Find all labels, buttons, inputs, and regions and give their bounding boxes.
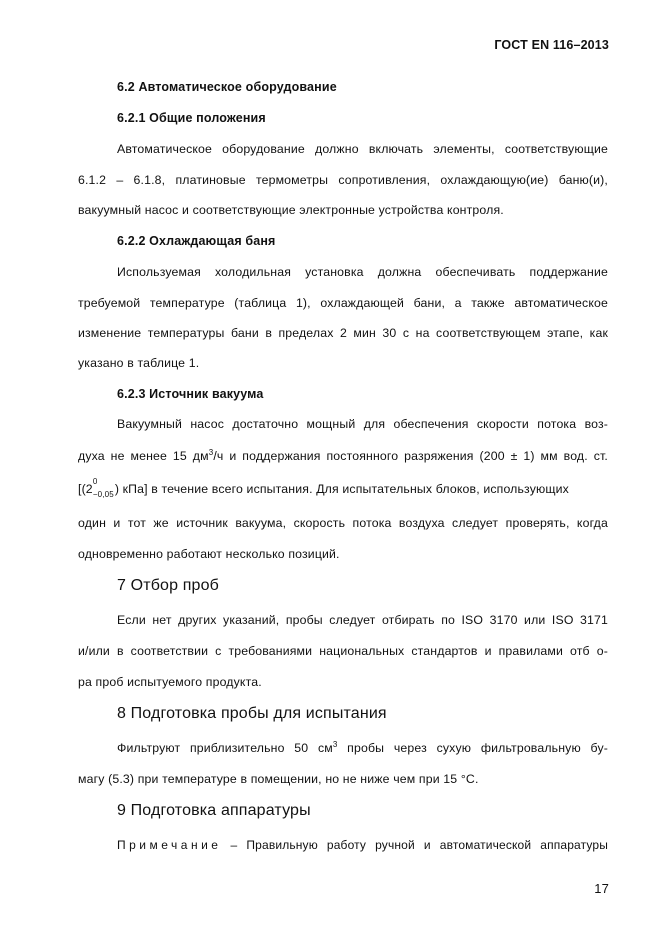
text-run: духа не менее 15 дм — [78, 449, 209, 463]
text-run: [(2 — [78, 482, 93, 496]
paragraph-line: один и тот же источник вакуума, скорость потока воздуха следует проверять, когда — [78, 516, 608, 530]
section-8-title: 8 Подготовка пробы для испытания — [117, 705, 387, 722]
paragraph-line: Если нет других указаний, пробы следует отбирать по ISO 3170 или ISO 3171 — [117, 613, 608, 627]
text-run: ) кПа] в течение всего испытания. Для испытательных блоков, использующих — [114, 482, 569, 496]
note-line — [117, 837, 608, 853]
paragraph-line: вакуумный насос и соответствующие электронные устройства контроля. — [78, 203, 504, 217]
text-run: Фильтруют приблизительно 50 см — [117, 741, 333, 755]
paragraph-line: Автоматическое оборудование должно включать элементы, соответствующие — [117, 142, 608, 156]
paragraph-line: магу (5.3) при температуре в помещении, но не ниже чем при 15 °C. — [78, 772, 479, 786]
paragraph-line: Используемая холодильная установка должна обеспечивать поддержание — [117, 265, 608, 279]
text-run: пробы через сухую фильтровальную бу- — [337, 741, 608, 755]
paragraph-line: Вакуумный насос достаточно мощный для обеспечения скорости потока воз- — [117, 417, 608, 431]
paragraph-line: одновременно работают несколько позиций. — [78, 547, 340, 561]
section-7-title: 7 Отбор проб — [117, 577, 219, 594]
page-number: 17 — [594, 881, 609, 896]
superscript: 3 — [332, 740, 338, 749]
paragraph-line: требуемой температуре (таблица 1), охлаждающей бани, а также автоматическое — [78, 296, 608, 310]
paragraph-line: 6.1.2 – 6.1.8, платиновые термометры сопротивления, охлаждающую(ие) баню(и), — [78, 173, 608, 187]
section-6-2-title: 6.2 Автоматическое оборудование — [117, 80, 337, 94]
tolerance-lower: −0,05 — [92, 490, 114, 499]
paragraph-line: ра проб испытуемого продукта. — [78, 675, 262, 689]
paragraph-line-with-superscript — [117, 740, 608, 756]
note-label: Примечание — [117, 838, 222, 852]
paragraph-line: указано в таблице 1. — [78, 356, 200, 370]
section-6-2-2-title: 6.2.2 Охлаждающая баня — [117, 234, 276, 248]
note-text: – Правильную работу ручной и автоматической аппаратуры — [230, 838, 608, 852]
text-run: /ч и поддержания постоянного разряжения (200 ± 1) мм вод. ст. — [213, 449, 608, 463]
section-6-2-1-title: 6.2.1 Общие положения — [117, 111, 266, 125]
tolerance-fraction — [92, 477, 115, 499]
section-6-2-3-title: 6.2.3 Источник вакуума — [117, 387, 264, 401]
paragraph-line-with-superscript — [78, 448, 608, 464]
tolerance-upper: 0 — [92, 477, 98, 486]
paragraph-line-with-tolerance — [78, 477, 608, 499]
paragraph-line: и/или в соответствии с требованиями национальных стандартов и правилами отб о- — [78, 644, 608, 658]
paragraph-line: изменение температуры бани в пределах 2 мин 30 с на соответствующем этапе, как — [78, 326, 608, 340]
document-code-header: ГОСТ EN 116–2013 — [494, 38, 609, 52]
section-9-title: 9 Подготовка аппаратуры — [117, 802, 311, 819]
superscript: 3 — [208, 448, 214, 457]
